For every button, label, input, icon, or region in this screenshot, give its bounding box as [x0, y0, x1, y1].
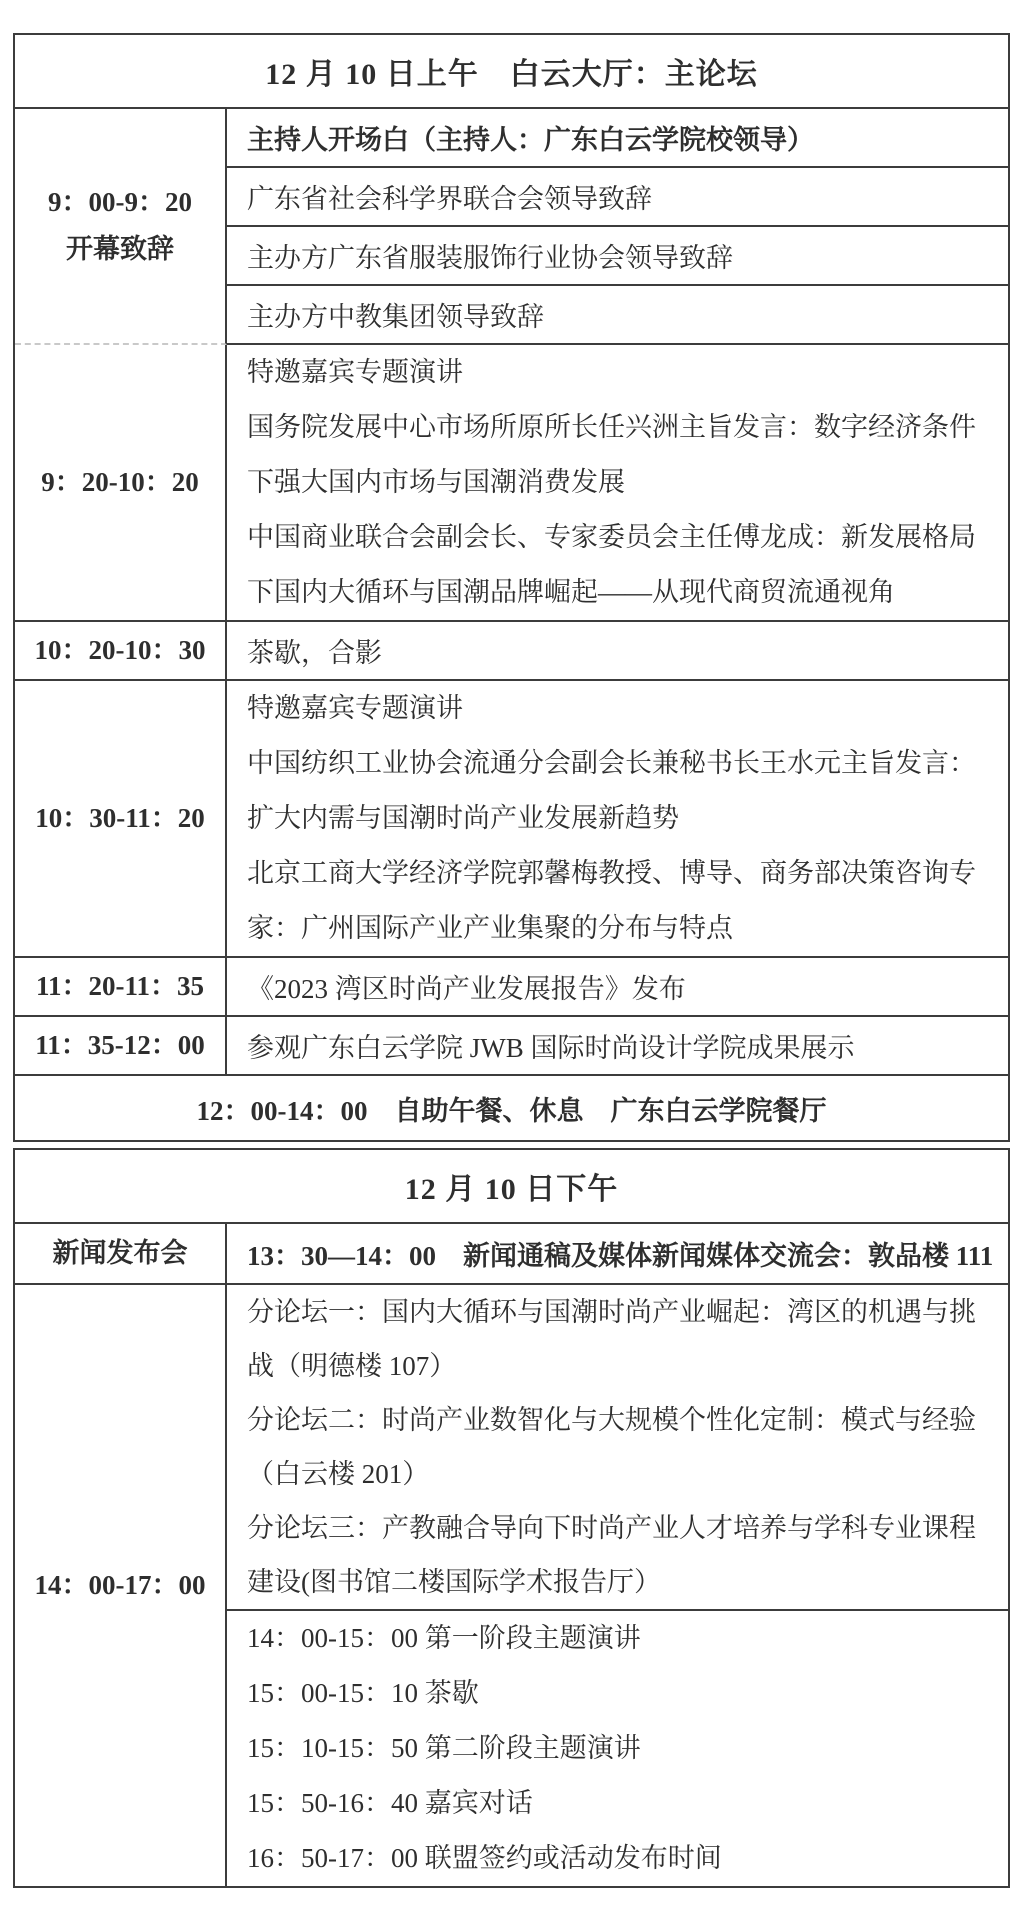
forums-schedule-cell: [227, 1611, 1008, 1886]
forum-line: 分论坛三：产教融合导向下时尚产业人才培养与学科专业课程: [247, 1513, 976, 1543]
keynote1-content-cell: [227, 345, 1008, 622]
opening-item-federation: 广东省社会科学界联合会领导致辞: [227, 168, 1008, 227]
keynote2-line: 扩大内需与国潮时尚产业发展新趋势: [247, 803, 679, 833]
schedule-line: 15：10-15：50 第二阶段主题演讲: [247, 1733, 641, 1763]
visit-time: 11：35-12：00: [35, 1030, 205, 1060]
forums-time-cell: [15, 1285, 227, 1886]
keynote1-line: 下国内大循环与国潮品牌崛起——从现代商贸流通视角: [247, 577, 895, 607]
keynote2-line: 中国纺织工业协会流通分会副会长兼秘书长王水元主旨发言：: [247, 748, 976, 778]
report-time-cell: [15, 958, 227, 1017]
opening-label: 开幕致辞: [66, 234, 174, 264]
keynote2-line: 北京工商大学经济学院郭馨梅教授、博导、商务部决策咨询专: [247, 858, 976, 888]
keynote1-time-cell: [15, 345, 227, 622]
schedule-line: 14：00-15：00 第一阶段主题演讲: [247, 1623, 641, 1653]
press-content: 13：30—14：00 新闻通稿及媒体新闻媒体交流会：敦品楼 111: [227, 1224, 1008, 1285]
break1-content: 茶歇，合影: [227, 622, 1008, 681]
keynote1-line: 中国商业联合会副会长、专家委员会主任傅龙成：新发展格局: [247, 522, 976, 552]
opening-time-cell: [15, 109, 227, 345]
schedule-line: 16：50-17：00 联盟签约或活动发布时间: [247, 1843, 722, 1873]
visit-content: 参观广东白云学院 JWB 国际时尚设计学院成果展示: [227, 1017, 1008, 1076]
schedule-line: 15：00-15：10 茶歇: [247, 1678, 479, 1708]
afternoon-header: 12 月 10 日下午: [15, 1150, 1008, 1224]
keynote2-line: 特邀嘉宾专题演讲: [247, 693, 463, 723]
opening-item-group: 主办方中教集团领导致辞: [227, 286, 1008, 345]
opening-time: 9：00-9：20: [48, 187, 192, 217]
forums-time: 14：00-17：00: [34, 1570, 206, 1600]
keynote1-line: 国务院发展中心市场所原所长任兴洲主旨发言：数字经济条件: [247, 412, 976, 442]
morning-header: 12 月 10 日上午 白云大厅：主论坛: [15, 35, 1008, 109]
keynote2-time-cell: [15, 681, 227, 958]
forum-line: （白云楼 201）: [247, 1459, 430, 1489]
keynote1-time: 9：20-10：20: [41, 467, 199, 497]
break1-time-cell: [15, 622, 227, 681]
schedule-line: 15：50-16：40 嘉宾对话: [247, 1788, 533, 1818]
opening-item-association: 主办方广东省服装服饰行业协会领导致辞: [227, 227, 1008, 286]
lunch-row: 12：00-14：00 自助午餐、休息 广东白云学院餐厅: [196, 1095, 827, 1126]
forum-line: 分论坛二：时尚产业数智化与大规模个性化定制：模式与经验: [247, 1405, 976, 1435]
press-label-cell: [15, 1224, 227, 1285]
press-label: 新闻发布会: [52, 1238, 188, 1268]
keynote2-time: 10：30-11：20: [35, 803, 205, 833]
visit-time-cell: [15, 1017, 227, 1076]
keynote1-line: 特邀嘉宾专题演讲: [247, 357, 463, 387]
keynote2-content-cell: [227, 681, 1008, 958]
break1-time: 10：20-10：30: [34, 635, 206, 665]
morning-table: [13, 33, 1010, 1142]
forum-line: 战（明德楼 107）: [247, 1351, 457, 1381]
report-content: 《2023 湾区时尚产业发展报告》发布: [227, 958, 1008, 1017]
keynote2-line: 家：广州国际产业产业集聚的分布与特点: [247, 913, 733, 943]
forum-line: 分论坛一：国内大循环与国潮时尚产业崛起：湾区的机遇与挑: [247, 1297, 976, 1327]
afternoon-table: [13, 1148, 1010, 1888]
report-time: 11：20-11：35: [35, 971, 204, 1001]
forum-line: 建设(图书馆二楼国际学术报告厅）: [247, 1567, 661, 1597]
forums-list-cell: [227, 1285, 1008, 1611]
opening-item-host: 主持人开场白（主持人：广东白云学院校领导）: [227, 109, 1008, 168]
keynote1-line: 下强大国内市场与国潮消费发展: [247, 467, 625, 497]
